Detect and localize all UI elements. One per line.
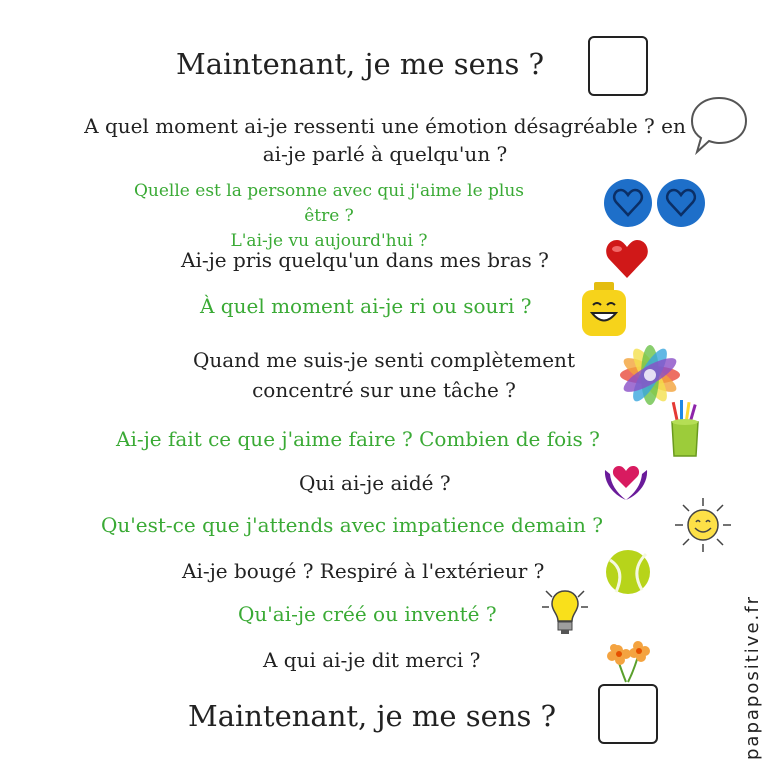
question-laugh-smile: À quel moment ai-je ri ou souri ? — [200, 294, 532, 318]
red-heart-icon — [603, 236, 651, 280]
question-negative-emotion-line1: A quel moment ai-je ressenti une émotion désagréable ? en — [84, 114, 686, 138]
light-bulb-icon — [540, 585, 590, 637]
question-negative-emotion-line2: ai-je parlé à quelqu'un ? — [262, 142, 508, 166]
blue-heart-icon — [603, 178, 653, 228]
question-moved-breathed: Ai-je bougé ? Respiré à l'extérieur ? — [182, 559, 545, 583]
question-looking-forward: Qu'est-ce que j'attends avec impatience demain ? — [101, 513, 603, 537]
question-favorite-person-line1: Quelle est la personne avec qui j'aime le plus — [133, 181, 525, 201]
lego-smiley-icon — [578, 280, 630, 340]
checkbox-bottom[interactable] — [598, 684, 658, 744]
title-top: Maintenant, je me sens ? — [176, 47, 545, 81]
question-favorite-person-line2: être ? — [304, 206, 354, 226]
flowers-icon — [604, 636, 652, 684]
sun-icon — [672, 496, 734, 554]
question-who-helped: Qui ai-je aidé ? — [299, 471, 451, 495]
watermark: papapositive.fr — [742, 595, 763, 760]
question-created-invented: Qu'ai-je créé ou inventé ? — [238, 602, 497, 626]
question-concentrated-line1: Quand me suis-je senti complètement — [193, 348, 575, 372]
speech-bubble-icon — [688, 94, 750, 156]
question-said-thanks: A qui ai-je dit merci ? — [263, 648, 481, 672]
title-bottom: Maintenant, je me sens ? — [188, 699, 557, 733]
question-do-what-i-love: Ai-je fait ce que j'aime faire ? Combien de fois ? — [116, 427, 600, 451]
question-concentrated-line2: concentré sur une tâche ? — [252, 378, 516, 402]
blue-heart-icon — [656, 178, 706, 228]
question-hug: Ai-je pris quelqu'un dans mes bras ? — [181, 248, 549, 272]
question-favorite-person-line3: L'ai-je vu aujourd'hui ? — [230, 231, 428, 251]
heart-hands-icon — [602, 458, 650, 504]
pencil-cup-icon — [668, 398, 702, 458]
checkbox-top[interactable] — [588, 36, 648, 96]
tennis-ball-icon — [604, 548, 652, 596]
